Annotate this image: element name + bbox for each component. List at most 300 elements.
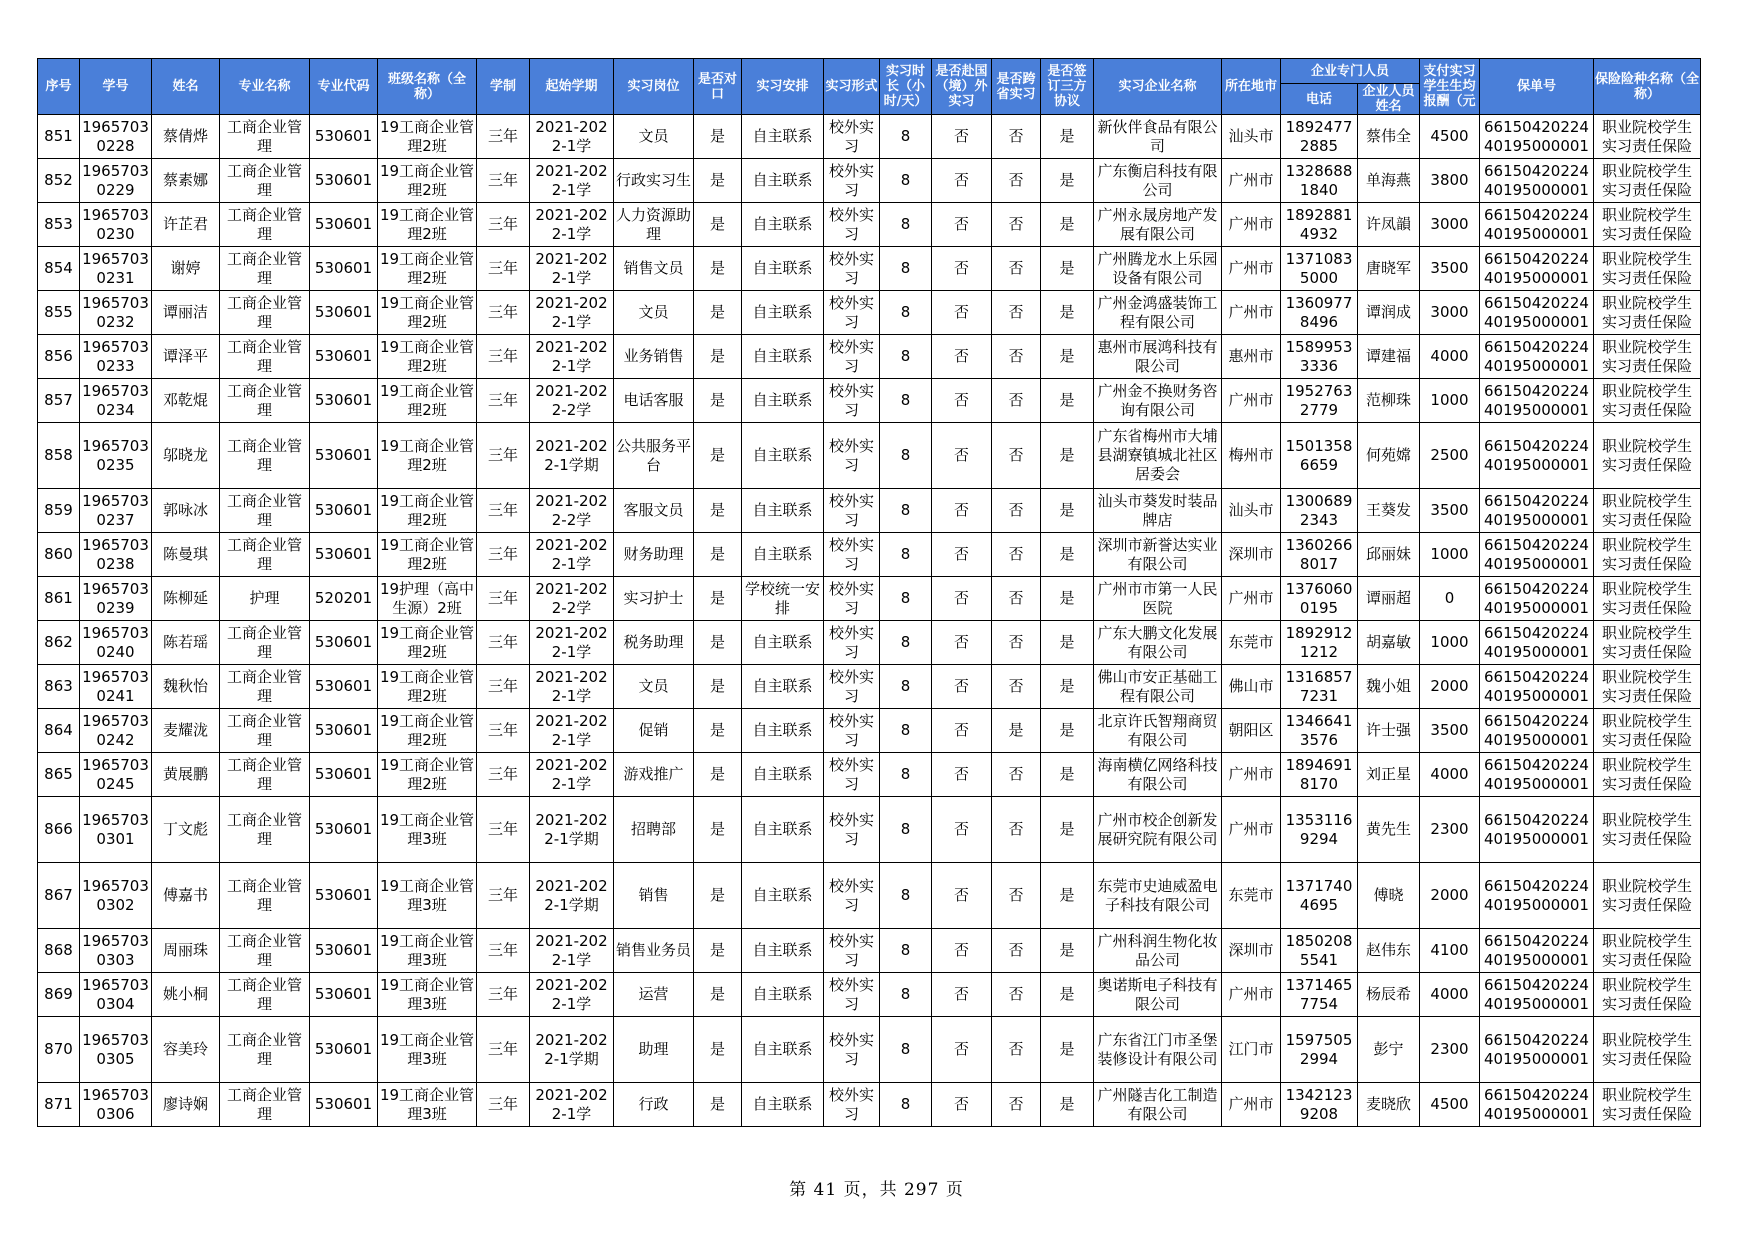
cell-class-text: 19工商企业管理2班: [379, 535, 475, 573]
cell-seq: [38, 335, 80, 379]
cell-arrangement-text: 自主联系: [752, 259, 813, 277]
cell-matched-text: 是: [709, 545, 725, 563]
cell-pay: [1420, 973, 1480, 1017]
cell-cross-province: [992, 1017, 1041, 1083]
cell-arrangement: [742, 1017, 824, 1083]
cell-phone: [1281, 973, 1358, 1017]
cell-start-term: [530, 247, 614, 291]
cell-phone: [1281, 753, 1358, 797]
cell-hours: [880, 247, 932, 291]
cell-phone-text: 15013586659: [1285, 436, 1353, 474]
cell-abroad: [932, 423, 992, 489]
cell-hours-text: 8: [900, 1095, 911, 1113]
cell-arrangement-text: 学校统一安排: [744, 579, 820, 617]
cell-start-term-text: 2021-2022-1学期: [535, 436, 608, 474]
cell-insurance: [1594, 159, 1701, 203]
cell-phone: [1281, 1083, 1358, 1127]
cell-policy-no: [1480, 797, 1594, 863]
cell-pay-text: 1000: [1430, 633, 1469, 651]
cell-city-text: 东莞市: [1228, 633, 1274, 651]
cell-student-id-text: 19657030304: [82, 975, 149, 1013]
cell-seq-text: 855: [44, 303, 73, 321]
cell-company-text: 佛山市安正基础工程有限公司: [1097, 667, 1218, 705]
cell-insurance-text: 职业院校学生实习责任保险: [1601, 579, 1692, 617]
cell-phone-text: 19527632779: [1285, 381, 1353, 419]
cell-seq-text: 862: [44, 633, 73, 651]
cell-seq-text: 860: [44, 545, 73, 563]
cell-student-id-text: 19657030305: [82, 1030, 149, 1068]
cell-pay-text: 4500: [1430, 127, 1469, 145]
cell-major-code: [310, 203, 378, 247]
cell-abroad: [932, 1017, 992, 1083]
cell-student-id: [80, 797, 152, 863]
cell-name: [152, 797, 220, 863]
cell-insurance-text: 职业院校学生实习责任保险: [1601, 876, 1692, 914]
cell-hours-text: 8: [900, 127, 911, 145]
cell-company: [1094, 203, 1222, 247]
cell-student-id-text: 19657030238: [82, 535, 149, 573]
cell-major-code-text: 530601: [314, 1095, 373, 1113]
cell-arrangement: [742, 247, 824, 291]
cell-name: [152, 1083, 220, 1127]
cell-city: [1222, 335, 1281, 379]
cell-name-text: 郭咏冰: [162, 501, 208, 519]
cell-pay-text: 2300: [1430, 820, 1469, 838]
cell-position-text: 人力资源助理: [615, 205, 691, 243]
cell-policy-no-text: 6615042022440195000001: [1484, 755, 1589, 793]
cell-major-code-text: 530601: [314, 215, 373, 233]
cell-abroad: [932, 665, 992, 709]
cell-company-text: 广东省梅州市大埔县湖寮镇城北社区居委会: [1097, 427, 1218, 483]
cell-arrangement: [742, 863, 824, 929]
cell-city-text: 梅州市: [1228, 446, 1274, 464]
cell-student-id: [80, 929, 152, 973]
cell-seq: [38, 1083, 80, 1127]
cell-major-code-text: 520201: [314, 589, 373, 607]
cell-name: [152, 203, 220, 247]
cell-company-text: 广州科润生物化妆品公司: [1097, 931, 1218, 969]
cell-seq: [38, 533, 80, 577]
cell-cross-province-text: 否: [1008, 171, 1024, 189]
table-row: [38, 929, 1701, 973]
cell-student-id: [80, 1083, 152, 1127]
cell-policy-no: [1480, 335, 1594, 379]
cell-form: [824, 533, 880, 577]
cell-contact: [1358, 379, 1420, 423]
cell-abroad-text: 否: [953, 259, 969, 277]
cell-student-id: [80, 621, 152, 665]
cell-student-id: [80, 379, 152, 423]
cell-name-text: 傅嘉书: [162, 886, 208, 904]
cell-arrangement-text: 自主联系: [752, 347, 813, 365]
cell-matched-text: 是: [709, 677, 725, 695]
cell-contact: [1358, 665, 1420, 709]
cell-seq-text: 864: [44, 721, 73, 739]
cell-company: [1094, 797, 1222, 863]
cell-duration: [477, 159, 530, 203]
cell-seq-text: 863: [44, 677, 73, 695]
cell-name-text: 蔡素娜: [162, 171, 208, 189]
cell-class: [378, 709, 477, 753]
cell-position: [614, 863, 694, 929]
cell-city: [1222, 423, 1281, 489]
cell-city-text: 广州市: [1228, 820, 1274, 838]
cell-class: [378, 863, 477, 929]
cell-student-id: [80, 973, 152, 1017]
cell-class-text: 19工商企业管理3班: [379, 975, 475, 1013]
cell-duration-text: 三年: [487, 677, 518, 695]
cell-hours-text: 8: [900, 941, 911, 959]
cell-duration: [477, 335, 530, 379]
cell-pay: [1420, 533, 1480, 577]
cell-major-text: 工商企业管理: [226, 337, 302, 375]
cell-company-text: 广州永晟房地产发展有限公司: [1097, 205, 1218, 243]
cell-name: [152, 291, 220, 335]
cell-contact: [1358, 247, 1420, 291]
cell-major: [220, 1083, 310, 1127]
cell-arrangement: [742, 665, 824, 709]
cell-position-text: 运营: [638, 985, 669, 1003]
cell-matched: [694, 203, 742, 247]
col-insurance: 保险险种名称（全称）: [1594, 59, 1701, 115]
cell-cross-province-text: 否: [1008, 446, 1024, 464]
cell-cross-province: [992, 797, 1041, 863]
cell-insurance-text: 职业院校学生实习责任保险: [1601, 205, 1692, 243]
cell-major: [220, 1017, 310, 1083]
cell-phone-text: 18929121212: [1285, 623, 1353, 661]
table-row: [38, 379, 1701, 423]
cell-tripartite-text: 是: [1059, 1095, 1075, 1113]
cell-major-code: [310, 379, 378, 423]
cell-major-code: [310, 291, 378, 335]
cell-pay-text: 0: [1444, 589, 1455, 607]
cell-start-term-text: 2021-2022-1学期: [535, 1030, 608, 1068]
table-row: [38, 753, 1701, 797]
cell-position: [614, 929, 694, 973]
cell-company-text: 广东衡启科技有限公司: [1097, 161, 1218, 199]
cell-abroad-text: 否: [953, 1095, 969, 1113]
cell-tripartite: [1041, 797, 1094, 863]
cell-major: [220, 863, 310, 929]
col-pay: 支付实习学生生均报酬（元: [1420, 59, 1480, 115]
cell-policy-no-text: 6615042022440195000001: [1484, 205, 1589, 243]
cell-seq: [38, 621, 80, 665]
cell-class-text: 19工商企业管理2班: [379, 381, 475, 419]
cell-hours-text: 8: [900, 820, 911, 838]
cell-form: [824, 621, 880, 665]
cell-major-code-text: 530601: [314, 501, 373, 519]
cell-position: [614, 797, 694, 863]
cell-hours-text: 8: [900, 446, 911, 464]
cell-tripartite-text: 是: [1059, 721, 1075, 739]
cell-class: [378, 159, 477, 203]
cell-cross-province-text: 否: [1008, 677, 1024, 695]
cell-hours-text: 8: [900, 633, 911, 651]
cell-cross-province-text: 否: [1008, 259, 1024, 277]
table-header: [38, 59, 1701, 115]
cell-city: [1222, 577, 1281, 621]
cell-pay-text: 3000: [1430, 303, 1469, 321]
cell-seq-text: 865: [44, 765, 73, 783]
cell-tripartite-text: 是: [1059, 820, 1075, 838]
cell-name: [152, 489, 220, 533]
cell-matched: [694, 423, 742, 489]
cell-phone-text: 18924772885: [1285, 117, 1353, 155]
cell-major: [220, 489, 310, 533]
cell-policy-no-text: 6615042022440195000001: [1484, 810, 1589, 848]
cell-pay: [1420, 159, 1480, 203]
cell-seq: [38, 797, 80, 863]
cell-phone: [1281, 203, 1358, 247]
cell-insurance-text: 职业院校学生实习责任保险: [1601, 755, 1692, 793]
cell-pay: [1420, 1017, 1480, 1083]
cell-contact-text: 许凤韻: [1365, 215, 1411, 233]
cell-name: [152, 533, 220, 577]
cell-phone-text: 13609778496: [1285, 293, 1353, 331]
cell-contact-text: 许士强: [1365, 721, 1411, 739]
cell-position-text: 行政实习生: [615, 171, 691, 189]
cell-company-text: 北京许氏智翔商贸有限公司: [1097, 711, 1218, 749]
cell-class: [378, 621, 477, 665]
cell-name: [152, 929, 220, 973]
cell-start-term: [530, 379, 614, 423]
cell-duration-text: 三年: [487, 589, 518, 607]
cell-major: [220, 533, 310, 577]
col-hours: 实习时长（小时/天）: [880, 59, 932, 115]
cell-start-term: [530, 577, 614, 621]
cell-cross-province: [992, 577, 1041, 621]
table-row: [38, 247, 1701, 291]
cell-phone-text: 13710835000: [1285, 249, 1353, 287]
cell-name-text: 许芷君: [162, 215, 208, 233]
cell-arrangement-text: 自主联系: [752, 886, 813, 904]
cell-arrangement-text: 自主联系: [752, 501, 813, 519]
cell-arrangement: [742, 335, 824, 379]
cell-company-text: 广东大鹏文化发展有限公司: [1097, 623, 1218, 661]
cell-company-text: 新伙伴食品有限公司: [1097, 117, 1218, 155]
cell-major-text: 工商企业管理: [226, 381, 302, 419]
cell-tripartite-text: 是: [1059, 677, 1075, 695]
cell-phone: [1281, 423, 1358, 489]
cell-major-code: [310, 863, 378, 929]
cell-duration-text: 三年: [487, 985, 518, 1003]
cell-form-text: 校外实习: [828, 755, 874, 793]
col-major-code: 专业代码: [310, 59, 378, 115]
cell-cross-province-text: 否: [1008, 633, 1024, 651]
cell-arrangement: [742, 973, 824, 1017]
cell-hours: [880, 863, 932, 929]
cell-phone-text: 13714657754: [1285, 975, 1353, 1013]
cell-hours-text: 8: [900, 677, 911, 695]
cell-matched-text: 是: [709, 985, 725, 1003]
cell-contact: [1358, 291, 1420, 335]
cell-policy-no: [1480, 577, 1594, 621]
cell-contact: [1358, 863, 1420, 929]
cell-company-text: 广州腾龙水上乐园设备有限公司: [1097, 249, 1218, 287]
cell-abroad-text: 否: [953, 501, 969, 519]
cell-student-id-text: 19657030231: [82, 249, 149, 287]
cell-hours: [880, 291, 932, 335]
cell-major-code-text: 530601: [314, 391, 373, 409]
cell-matched-text: 是: [709, 259, 725, 277]
cell-major: [220, 291, 310, 335]
cell-company: [1094, 533, 1222, 577]
cell-position: [614, 1083, 694, 1127]
cell-arrangement: [742, 203, 824, 247]
cell-contact-text: 邱丽妹: [1365, 545, 1411, 563]
cell-duration: [477, 379, 530, 423]
cell-major-text: 工商企业管理: [226, 810, 302, 848]
cell-major-text: 工商企业管理: [226, 205, 302, 243]
cell-start-term-text: 2021-2022-1学: [535, 975, 608, 1013]
cell-name: [152, 423, 220, 489]
cell-name-text: 蔡倩烨: [162, 127, 208, 145]
cell-insurance-text: 职业院校学生实习责任保险: [1601, 117, 1692, 155]
cell-seq: [38, 1017, 80, 1083]
cell-start-term-text: 2021-2022-1学期: [535, 876, 608, 914]
cell-major-text: 工商企业管理: [226, 436, 302, 474]
cell-major-code-text: 530601: [314, 259, 373, 277]
cell-tripartite: [1041, 379, 1094, 423]
cell-form: [824, 159, 880, 203]
cell-cross-province-text: 否: [1008, 391, 1024, 409]
cell-hours-text: 8: [900, 501, 911, 519]
cell-insurance-text: 职业院校学生实习责任保险: [1601, 381, 1692, 419]
cell-form: [824, 291, 880, 335]
cell-major: [220, 753, 310, 797]
cell-insurance: [1594, 423, 1701, 489]
cell-insurance: [1594, 291, 1701, 335]
cell-form-text: 校外实习: [828, 810, 874, 848]
cell-start-term-text: 2021-2022-1学: [535, 931, 608, 969]
cell-phone: [1281, 709, 1358, 753]
cell-cross-province: [992, 621, 1041, 665]
cell-hours: [880, 159, 932, 203]
cell-matched: [694, 379, 742, 423]
cell-cross-province-text: 否: [1008, 303, 1024, 321]
cell-contact: [1358, 159, 1420, 203]
col-seq: 序号: [38, 59, 80, 115]
cell-student-id-text: 19657030245: [82, 755, 149, 793]
cell-cross-province: [992, 335, 1041, 379]
cell-start-term-text: 2021-2022-1学期: [535, 810, 608, 848]
cell-insurance-text: 职业院校学生实习责任保险: [1601, 623, 1692, 661]
col-cross-province: 是否跨省实习: [992, 59, 1041, 115]
cell-arrangement-text: 自主联系: [752, 677, 813, 695]
cell-policy-no: [1480, 159, 1594, 203]
cell-major: [220, 709, 310, 753]
cell-major: [220, 335, 310, 379]
cell-phone: [1281, 533, 1358, 577]
cell-form-text: 校外实习: [828, 535, 874, 573]
cell-insurance-text: 职业院校学生实习责任保险: [1601, 810, 1692, 848]
cell-form: [824, 797, 880, 863]
cell-class: [378, 797, 477, 863]
cell-insurance: [1594, 247, 1701, 291]
col-matched: 是否对口: [694, 59, 742, 115]
cell-form: [824, 203, 880, 247]
cell-matched-text: 是: [709, 633, 725, 651]
cell-cross-province-text: 否: [1008, 127, 1024, 145]
cell-pay: [1420, 665, 1480, 709]
cell-contact: [1358, 203, 1420, 247]
cell-form-text: 校外实习: [828, 711, 874, 749]
cell-start-term: [530, 929, 614, 973]
cell-arrangement-text: 自主联系: [752, 1095, 813, 1113]
cell-city-text: 江门市: [1228, 1040, 1274, 1058]
cell-position: [614, 665, 694, 709]
cell-abroad-text: 否: [953, 589, 969, 607]
cell-start-term-text: 2021-2022-2学: [535, 579, 608, 617]
cell-duration-text: 三年: [487, 1095, 518, 1113]
cell-name: [152, 115, 220, 159]
cell-class-text: 19工商企业管理2班: [379, 755, 475, 793]
cell-company: [1094, 1017, 1222, 1083]
cell-major-text: 工商企业管理: [226, 117, 302, 155]
table-row: [38, 1017, 1701, 1083]
cell-pay-text: 2000: [1430, 886, 1469, 904]
cell-form: [824, 247, 880, 291]
cell-phone-text: 18502085541: [1285, 931, 1353, 969]
cell-duration-text: 三年: [487, 171, 518, 189]
cell-phone-text: 18928814932: [1285, 205, 1353, 243]
cell-tripartite-text: 是: [1059, 303, 1075, 321]
cell-insurance-text: 职业院校学生实习责任保险: [1601, 436, 1692, 474]
cell-name-text: 姚小桐: [162, 985, 208, 1003]
cell-name-text: 谭丽洁: [162, 303, 208, 321]
cell-city-text: 佛山市: [1228, 677, 1274, 695]
cell-start-term: [530, 1017, 614, 1083]
cell-abroad: [932, 247, 992, 291]
cell-cross-province: [992, 665, 1041, 709]
cell-duration-text: 三年: [487, 633, 518, 651]
cell-form-text: 校外实习: [828, 491, 874, 529]
cell-duration: [477, 1083, 530, 1127]
cell-class-text: 19工商企业管理2班: [379, 667, 475, 705]
cell-hours-text: 8: [900, 545, 911, 563]
cell-abroad: [932, 577, 992, 621]
cell-tripartite-text: 是: [1059, 171, 1075, 189]
col-abroad: 是否赴国（境）外实习: [932, 59, 992, 115]
cell-insurance-text: 职业院校学生实习责任保险: [1601, 1085, 1692, 1123]
cell-seq-text: 868: [44, 941, 73, 959]
cell-matched-text: 是: [709, 820, 725, 838]
cell-duration-text: 三年: [487, 886, 518, 904]
cell-major-text: 工商企业管理: [226, 975, 302, 1013]
cell-major-code: [310, 247, 378, 291]
cell-phone: [1281, 379, 1358, 423]
cell-pay: [1420, 335, 1480, 379]
cell-start-term: [530, 709, 614, 753]
cell-insurance-text: 职业院校学生实习责任保险: [1601, 161, 1692, 199]
cell-arrangement: [742, 929, 824, 973]
cell-arrangement: [742, 1083, 824, 1127]
cell-policy-no-text: 6615042022440195000001: [1484, 535, 1589, 573]
cell-abroad-text: 否: [953, 677, 969, 695]
cell-insurance: [1594, 753, 1701, 797]
cell-name: [152, 709, 220, 753]
cell-city-text: 广州市: [1228, 171, 1274, 189]
cell-tripartite: [1041, 247, 1094, 291]
table-row: [38, 423, 1701, 489]
cell-form-text: 校外实习: [828, 117, 874, 155]
col-policy: 保单号: [1480, 59, 1594, 115]
cell-arrangement-text: 自主联系: [752, 215, 813, 233]
cell-major: [220, 247, 310, 291]
cell-name: [152, 247, 220, 291]
cell-position-text: 税务助理: [623, 633, 684, 651]
cell-arrangement: [742, 533, 824, 577]
